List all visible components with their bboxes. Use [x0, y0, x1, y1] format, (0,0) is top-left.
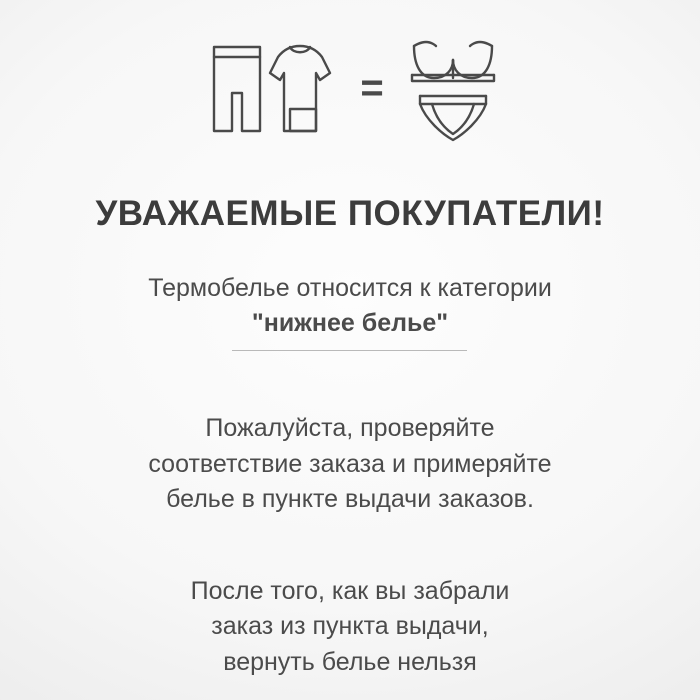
block1-line-3: белье в пункте выдачи заказов. — [166, 485, 534, 513]
instruction-block-2 — [191, 574, 510, 681]
bra-and-panties-icon — [410, 34, 496, 146]
block2-line-1: После того, как вы забрали — [190, 576, 510, 605]
block1-line-1: Пожалуйста, проверяйте — [205, 414, 495, 442]
lead-paragraph — [148, 272, 552, 351]
block2-line-2: заказ из пункта выдачи, — [211, 612, 489, 640]
divider — [232, 350, 467, 351]
block1-line-2: соответствие заказа и примеряйте — [148, 449, 552, 478]
page-title: УВАЖАЕМЫЕ ПОКУПАТЕЛИ! — [95, 194, 605, 233]
equals-sign: = — [360, 66, 384, 110]
instruction-block-1 — [148, 411, 551, 518]
lead-emphasis: "нижнее белье" — [251, 309, 449, 337]
lead-line-1: Термобелье относится к категории — [148, 274, 552, 302]
block2-line-3: вернуть белье нельзя — [223, 647, 477, 676]
icon-row — [204, 30, 495, 150]
thermal-underwear-set-icon — [204, 35, 334, 145]
